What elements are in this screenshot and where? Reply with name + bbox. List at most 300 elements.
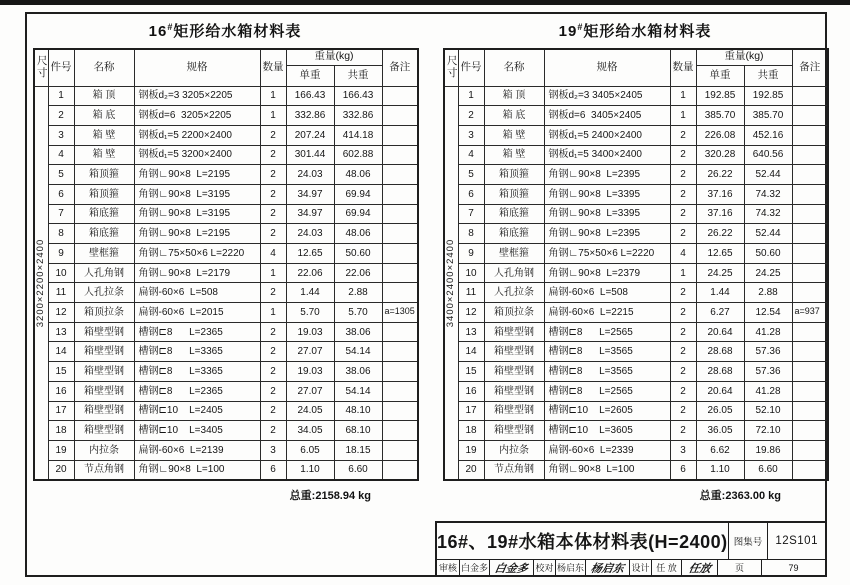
title-block-bottom-row [437,559,825,575]
table-cell: 6.62 [696,440,744,460]
table-row [444,244,828,264]
table-cell: 15 [48,362,74,382]
table-cell: 54.14 [334,342,382,362]
table-cell [382,106,418,126]
table-cell: 角钢∟90×8 L=100 [544,460,670,480]
table-cell: 箱壁型钢 [484,421,544,441]
table-cell: 3 [670,440,696,460]
table-cell: 6.27 [696,303,744,323]
table-cell: 28.68 [696,342,744,362]
table-cell [792,165,828,185]
table-cell: 18 [458,421,484,441]
table-cell: 箱 壁 [484,145,544,165]
sheet-title: 16#、19#水箱本体材料表(H=2400) [437,532,728,552]
table-cell [792,421,828,441]
table-cell: 钢板d₁=5 2200×2400 [134,125,260,145]
table-row [34,401,418,421]
table-cell: 槽钢⊏10 L=2405 [134,401,260,421]
table-cell: 箱壁型钢 [484,322,544,342]
table-cell [792,322,828,342]
tank-size-label: 3400×2400×2400 [445,238,457,327]
table-cell: 602.88 [334,145,382,165]
table-cell: 52.44 [744,165,792,185]
table-cell: 27.07 [286,342,334,362]
table-cell: 6 [260,460,286,480]
table-row [34,342,418,362]
table-cell: 4 [48,145,74,165]
table-cell: 20.64 [696,381,744,401]
design-label: 设计 [629,560,651,575]
table-cell: 52.10 [744,401,792,421]
table-row [34,125,418,145]
table-cell: 人孔角钢 [74,263,134,283]
table-cell: 人孔角钢 [484,263,544,283]
table-cell: 内拉条 [74,440,134,460]
table-cell [792,381,828,401]
table-cell: 16 [458,381,484,401]
table-cell: 4 [458,145,484,165]
column-header-size: 尺寸 [34,49,48,86]
table-cell: 41.28 [744,322,792,342]
tank-size-label: 3200×2200×2400 [35,238,47,327]
table-cell [382,460,418,480]
table-cell: 385.70 [744,106,792,126]
table-row [444,421,828,441]
table-row [34,322,418,342]
table-cell: 钢板d₁=5 3400×2400 [544,145,670,165]
table-cell: 9 [48,244,74,264]
table-cell: 箱底箍 [74,204,134,224]
table-cell: 48.10 [334,401,382,421]
table-cell [382,165,418,185]
table-cell: 槽钢⊏8 L=3565 [544,342,670,362]
title-block [435,521,827,577]
table-cell [382,342,418,362]
check-label: 校对 [533,560,555,575]
table-cell: 166.43 [286,86,334,106]
table-cell: 2 [670,224,696,244]
table-cell: 人孔拉条 [74,283,134,303]
table-cell: 2 [670,401,696,421]
table-cell: 扁钢-60×6 L=508 [544,283,670,303]
table-cell [792,283,828,303]
table-cell: 钢板d₂=3 3205×2205 [134,86,260,106]
table-cell: 箱壁型钢 [74,401,134,421]
table-title-text: 矩形给水箱材料表 [173,23,302,40]
table-cell: 2 [670,342,696,362]
table-cell [382,283,418,303]
table-cell [382,184,418,204]
table-cell: 50.60 [334,244,382,264]
table-cell [382,421,418,441]
table-cell: 2 [670,381,696,401]
table-cell: 1.44 [696,283,744,303]
table-cell: 38.06 [334,322,382,342]
table-cell [792,244,828,264]
table-cell: 24.25 [696,263,744,283]
table-row [444,440,828,460]
table-cell: 34.97 [286,184,334,204]
table-cell [792,342,828,362]
table-row [444,322,828,342]
table-cell: 41.28 [744,381,792,401]
table-cell: 2 [260,125,286,145]
table-row [444,125,828,145]
table-cell: 640.56 [744,145,792,165]
table-cell: 20 [48,460,74,480]
table-cell: 301.44 [286,145,334,165]
table-cell: 226.08 [696,125,744,145]
table-cell: 槽钢⊏8 L=3365 [134,362,260,382]
table-cell: 2 [670,145,696,165]
table-cell: 箱 顶 [74,86,134,106]
table-cell: 72.10 [744,421,792,441]
table-cell: 槽钢⊏8 L=2365 [134,322,260,342]
table-cell: 箱 壁 [484,125,544,145]
table-cell: 19.03 [286,322,334,342]
table-cell: 2 [458,106,484,126]
table-cell: 57.36 [744,342,792,362]
table-cell: 24.03 [286,165,334,185]
table-cell: 2 [670,283,696,303]
table-cell: 6 [458,184,484,204]
table-cell: 角钢∟75×50×6 L=2220 [134,244,260,264]
table-cell: 壁框箍 [484,244,544,264]
table-body-16 [34,86,418,480]
table-title-number: 16 [148,23,168,40]
table-cell: 48.06 [334,224,382,244]
table-cell: 1 [260,303,286,323]
table-cell: 11 [48,283,74,303]
table-cell: 2 [260,283,286,303]
table-cell: 14 [48,342,74,362]
table-title-19 [443,20,827,41]
review-label: 审核 [438,563,457,573]
table-cell: 钢板d=6 3405×2405 [544,106,670,126]
table-row [34,184,418,204]
table-cell: 2 [260,342,286,362]
table-cell: 扁钢-60×6 L=508 [134,283,260,303]
table-cell: 5.70 [286,303,334,323]
table-cell: 13 [48,322,74,342]
table-cell: 2 [260,381,286,401]
table-cell: 箱底箍 [74,224,134,244]
table-cell: 385.70 [696,106,744,126]
table-cell [382,362,418,382]
table-cell: 箱 顶 [484,86,544,106]
page-top-edge [0,0,850,5]
table-cell: 12.65 [696,244,744,264]
table-cell: 26.22 [696,165,744,185]
table-cell: 2 [670,421,696,441]
table-cell: 角钢∟75×50×6 L=2220 [544,244,670,264]
checker-signature-text: 杨启东 [589,562,625,575]
table-row [444,106,828,126]
table-cell: 6.05 [286,440,334,460]
table-cell: 37.16 [696,204,744,224]
table-cell: 箱壁型钢 [74,342,134,362]
page-number: 79 [761,560,825,575]
column-header-name: 名称 [484,49,544,86]
table-cell: 6.60 [334,460,382,480]
table-row [444,303,828,323]
total-weight-19: 总重:2363.00 kg [699,489,781,502]
table-cell [792,224,828,244]
table-cell: 207.24 [286,125,334,145]
table-cell: 20 [458,460,484,480]
table-cell: 52.44 [744,224,792,244]
table-cell: 壁框箍 [74,244,134,264]
table-cell: 5 [48,165,74,185]
table-row [444,342,828,362]
table-cell: 角钢∟90×8 L=2179 [134,263,260,283]
column-header-spec: 规格 [134,49,260,86]
table-cell: 17 [48,401,74,421]
table-cell: 2 [670,204,696,224]
table-cell: 内拉条 [484,440,544,460]
table-cell [382,204,418,224]
table-cell [382,244,418,264]
table-title-text: 矩形给水箱材料表 [583,23,712,40]
column-header-unit-weight: 单重 [696,65,744,86]
material-table-16 [33,48,419,481]
table-cell [382,322,418,342]
table-cell: 箱壁型钢 [484,342,544,362]
table-cell: 2 [48,106,74,126]
total-weight-16: 总重:2158.94 kg [289,489,371,502]
table-cell: 槽钢⊏8 L=2365 [134,381,260,401]
table-cell: 钢板d₂=3 3405×2405 [544,86,670,106]
table-cell: 槽钢⊏10 L=2605 [544,401,670,421]
table-cell: 28.68 [696,362,744,382]
table-cell: 18.15 [334,440,382,460]
table-cell: 箱顶箍 [74,184,134,204]
table-row [444,224,828,244]
table-cell [792,440,828,460]
table-cell [382,401,418,421]
table-cell: 19 [458,440,484,460]
table-row [34,283,418,303]
table-cell: 34.05 [286,421,334,441]
table-cell: 箱顶拉条 [484,303,544,323]
table-cell [382,145,418,165]
table-cell: 20.64 [696,322,744,342]
table-cell: 箱顶箍 [484,165,544,185]
table-cell: 2 [260,362,286,382]
table-cell [792,125,828,145]
table-cell: 9 [458,244,484,264]
table-cell [382,263,418,283]
material-table-section-16 [33,20,417,503]
table-row [444,283,828,303]
table-cell: 34.97 [286,204,334,224]
table-cell: 69.94 [334,204,382,224]
table-row [444,263,828,283]
table-row [34,440,418,460]
table-cell: 38.06 [334,362,382,382]
table-cell: 箱壁型钢 [484,401,544,421]
table-cell: 节点角钢 [74,460,134,480]
column-header-qty: 数量 [260,49,286,86]
column-header-weight: 重量(kg) [286,49,382,65]
table-cell [792,106,828,126]
table-cell: 4 [670,244,696,264]
table-cell: 1 [458,86,484,106]
table-row [34,165,418,185]
table-cell [792,263,828,283]
table-cell: 7 [48,204,74,224]
table-cell: 箱顶箍 [74,165,134,185]
table-cell: 332.86 [286,106,334,126]
column-header-note: 备注 [382,49,418,86]
table-cell: 箱底箍 [484,224,544,244]
table-cell: 钢板d₁=5 3200×2400 [134,145,260,165]
table-cell: 角钢∟90×8 L=100 [134,460,260,480]
table-row [444,184,828,204]
table-row [34,224,418,244]
table-cell: 1.44 [286,283,334,303]
table-cell: 箱 壁 [74,125,134,145]
table-cell: 26.05 [696,401,744,421]
table-cell: 5.70 [334,303,382,323]
table-cell: 2 [260,165,286,185]
designer-name: 任 放 [651,560,681,575]
table-cell: 2.88 [744,283,792,303]
table-cell [792,204,828,224]
table-cell: 2 [260,421,286,441]
table-row [444,460,828,480]
table-cell: 18 [48,421,74,441]
table-cell: 19.86 [744,440,792,460]
table-cell: 192.85 [696,86,744,106]
table-cell: 14 [458,342,484,362]
table-cell [792,145,828,165]
table-cell: 2 [260,184,286,204]
table-cell: 钢板d=6 3205×2205 [134,106,260,126]
table-cell: 2 [260,224,286,244]
table-cell [382,224,418,244]
table-cell: 54.14 [334,381,382,401]
column-header-total-weight: 共重 [334,65,382,86]
table-cell: 1.10 [696,460,744,480]
table-cell: 7 [458,204,484,224]
drawing-frame [25,12,827,577]
reviewer-signature [489,560,533,575]
table-cell: 452.16 [744,125,792,145]
table-cell: 13 [458,322,484,342]
table-cell: 3 [260,440,286,460]
table-cell: 50.60 [744,244,792,264]
table-cell: 角钢∟90×8 L=2395 [544,224,670,244]
table-cell: 26.22 [696,224,744,244]
table-cell: 3 [458,125,484,145]
column-header-unit-weight: 单重 [286,65,334,86]
table-title-number-mark: # [167,22,174,32]
table-cell: 角钢∟90×8 L=3195 [134,184,260,204]
table-cell: 166.43 [334,86,382,106]
table-cell: 2.88 [334,283,382,303]
table-cell [382,440,418,460]
table-cell: 192.85 [744,86,792,106]
table-body-19 [444,86,828,480]
table-cell: 22.06 [334,263,382,283]
table-cell: 箱底箍 [484,204,544,224]
table-row [444,362,828,382]
table-cell: 角钢∟90×8 L=2195 [134,224,260,244]
table-cell: 箱壁型钢 [74,381,134,401]
table-row [34,244,418,264]
table-cell: 69.94 [334,184,382,204]
designer-signature-text: 任放 [687,562,712,575]
table-cell: 槽钢⊏8 L=2565 [544,322,670,342]
table-cell: 钢板d₁=5 2400×2400 [544,125,670,145]
table-cell: 24.03 [286,224,334,244]
table-cell: 1.10 [286,460,334,480]
table-row [34,106,418,126]
table-cell: 箱 底 [74,106,134,126]
table-cell: 2 [670,184,696,204]
table-cell: 箱顶拉条 [74,303,134,323]
column-header-size: 尺寸 [444,49,458,86]
table-cell: 扁钢-60×6 L=2215 [544,303,670,323]
table-row [34,362,418,382]
table-cell: 12.65 [286,244,334,264]
table-cell: 6.60 [744,460,792,480]
table-cell: 22.06 [286,263,334,283]
page-label: 页 [717,560,761,575]
size-column-cell [34,86,48,480]
material-table-19 [443,48,829,481]
table-row [444,145,828,165]
table-cell: 槽钢⊏8 L=2565 [544,381,670,401]
table-cell: 2 [670,362,696,382]
table-cell: 1 [260,263,286,283]
table-cell: 5 [458,165,484,185]
table-cell: 57.36 [744,362,792,382]
table-row [444,204,828,224]
atlas-number-value: 12S101 [767,523,825,559]
table-cell: 10 [48,263,74,283]
table-cell: 68.10 [334,421,382,441]
table-cell: 2 [260,401,286,421]
table-cell: 槽钢⊏10 L=3405 [134,421,260,441]
table-title-16 [33,20,417,41]
table-cell: 8 [48,224,74,244]
table-cell: 箱壁型钢 [484,362,544,382]
table-cell: 16 [48,381,74,401]
table-cell [382,125,418,145]
table-cell: 2 [670,165,696,185]
table-cell: 槽钢⊏8 L=3365 [134,342,260,362]
table-cell: 箱壁型钢 [74,322,134,342]
table-cell: 1 [670,106,696,126]
table-cell: 角钢∟90×8 L=3395 [544,184,670,204]
table-cell: 1 [48,86,74,106]
table-row [444,165,828,185]
table-cell: 角钢∟90×8 L=3195 [134,204,260,224]
table-cell: 48.06 [334,165,382,185]
table-cell: 4 [260,244,286,264]
table-row [444,401,828,421]
table-cell [792,362,828,382]
table-cell [792,184,828,204]
table-cell: 箱壁型钢 [484,381,544,401]
table-cell: 扁钢-60×6 L=2339 [544,440,670,460]
table-row [34,421,418,441]
table-cell: 2 [670,125,696,145]
table-row [34,204,418,224]
table-cell [792,86,828,106]
